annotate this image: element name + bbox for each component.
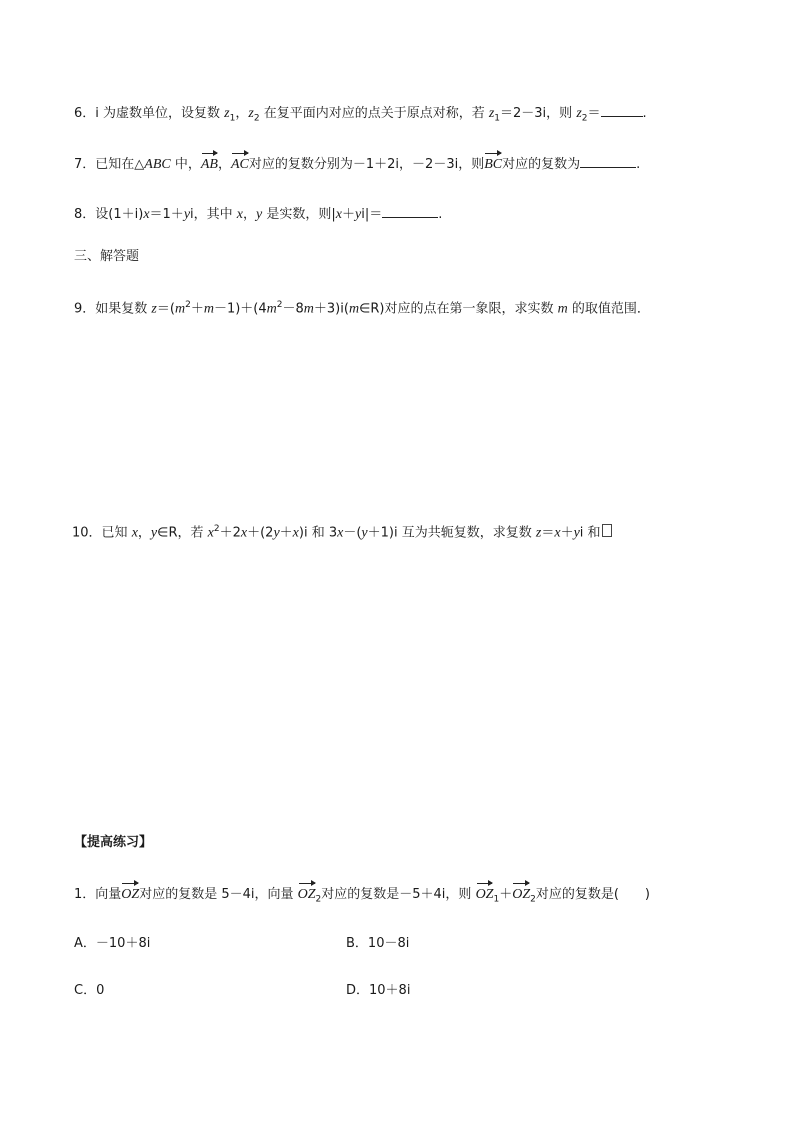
vector-ab: AB <box>200 157 218 172</box>
vector-oz: OZ <box>121 887 140 902</box>
question-number: 7． <box>74 157 96 172</box>
answer-blank[interactable] <box>382 204 438 218</box>
conjugate-placeholder-box <box>602 524 612 537</box>
vector-bc: BC <box>484 157 503 172</box>
option-a[interactable]: A．－10＋8i <box>74 936 151 951</box>
question-9: 9．如果复数 $z=(m^2+m-1)+(4m^2-8m+3)i(m\in R)$对应的点在第一象限，求实数 m 的取值范围． <box>74 300 650 317</box>
vector-ac: AC <box>231 157 249 172</box>
question-number: 1． <box>74 887 96 902</box>
question-8: 8．设(1＋i)x＝1＋yi，其中 x，y 是实数，则|x＋yi|＝ . <box>74 204 442 224</box>
question-number: 8． <box>74 207 96 222</box>
vector-oz2: OZ <box>297 887 316 902</box>
advanced-practice-heading: 【提高练习】 <box>74 835 153 850</box>
question-6: 6．i 为虚数单位，设复数 $z_1$，$z_2$ 在复平面内对应的点关于原点对称，若 $z_1=2-3i$，则 $z_2=$ . <box>74 103 647 128</box>
question-10: 10．已知 x，y∈R，若 $x^2+2x+(2y+x)i$ 和 3x－(y＋1)i 互为共轭复数，求复数 z＝x＋yi 和 <box>72 520 612 542</box>
option-b[interactable]: B．10－8i <box>346 936 410 951</box>
vector-oz1: OZ <box>475 887 494 902</box>
vector-oz2-sum: OZ <box>512 887 531 902</box>
question-number: 9． <box>74 301 96 317</box>
advanced-question-1: 1．向量OZ对应的复数是 5－4i，向量 $OZ_2$对应的复数是－5＋4i，则 $OZ_1+OZ_2$对应的复数是( ) <box>74 887 651 905</box>
question-7: 7．已知在△ABC 中，AB，AC对应的复数分别为－1＋2i，－2－3i，则BC对应的复数为 . <box>74 154 640 174</box>
section-heading: 三、解答题 <box>74 249 140 264</box>
answer-blank[interactable] <box>580 154 636 168</box>
question-number: 10． <box>72 525 102 541</box>
option-d[interactable]: D．10＋8i <box>346 983 411 998</box>
question-number: 6． <box>74 106 96 121</box>
answer-blank[interactable] <box>601 103 643 117</box>
option-c[interactable]: C．0 <box>74 983 105 998</box>
